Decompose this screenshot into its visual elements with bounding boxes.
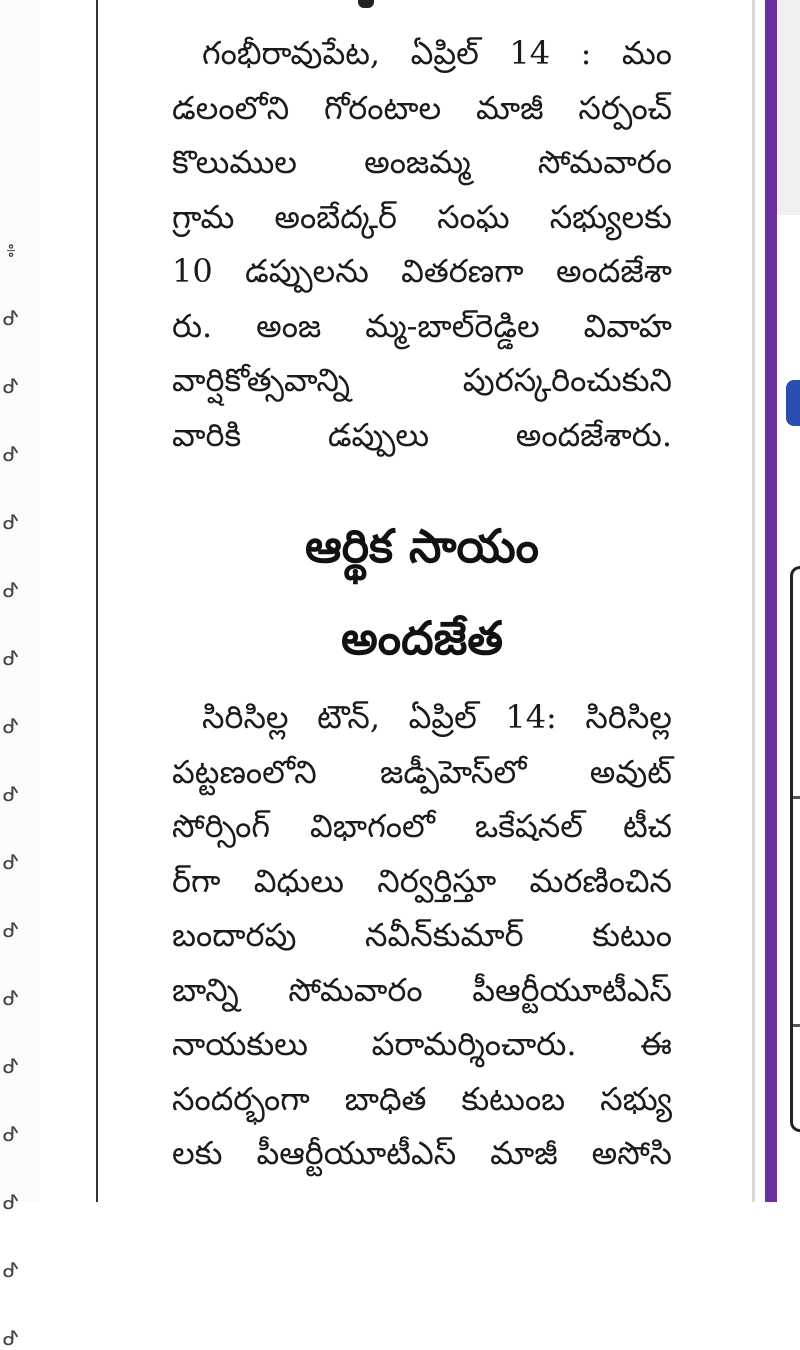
text-line: 10 డప్పులను వితరణగా అందజేశా xyxy=(172,252,672,290)
right-divider xyxy=(752,0,755,1202)
text-line: కొలుముల అంజమ్మ సోమవారం xyxy=(172,143,672,181)
headline-line-2: అందజేత xyxy=(340,611,503,665)
panel-divider xyxy=(793,1024,800,1027)
text-line: బందారపు నవీన్‌కుమార్ కుటుం xyxy=(172,916,672,954)
article-1-body xyxy=(172,26,672,462)
text-line: సోర్సింగ్ విభాగంలో ఒకేషనల్ టీచ xyxy=(172,807,672,845)
text-line: వార్షికోత్సవాన్ని పురస్కరించుకుని xyxy=(172,361,672,399)
text-line: ర్‌గా విధులు నిర్వర్తిస్తూ మరణించిన xyxy=(172,861,672,900)
text-line: రు. అంజ మ్మ-బాల్‌రెడ్డిల వివాహ xyxy=(172,306,672,345)
cropped-glyph xyxy=(358,0,374,8)
column-divider xyxy=(96,0,98,1202)
text-line: డలంలోని గోరంటాల మాజీ సర్పంచ్ xyxy=(172,88,672,127)
purple-accent-bar xyxy=(765,0,777,1202)
article-2-body xyxy=(172,690,672,1181)
panel-divider xyxy=(793,796,800,799)
text-line: సందర్భంగా బాధిత కుటుంబ సభ్యు xyxy=(172,1079,672,1118)
text-line: బాన్ని సోమవారం పీఆర్టీయూటీఎస్ xyxy=(172,970,672,1009)
blue-accent-shape xyxy=(786,380,800,426)
left-column-edge xyxy=(0,0,40,1350)
text-line: గంభీరావుపేట, ఏప్రిల్ 14 : మం xyxy=(202,34,672,72)
text-line: సిరిసిల్ల టౌన్, ఏప్రిల్ 14: సిరిసిల్ల xyxy=(202,698,672,736)
article-2-headline xyxy=(172,500,672,684)
text-line: వారికి డప్పులు అందజేశారు. xyxy=(172,415,672,454)
grey-panel xyxy=(777,0,800,215)
boxed-panel xyxy=(790,566,800,1132)
headline-line-1: ఆర్థిక సాయం xyxy=(305,519,539,573)
text-line: నాయకులు పరామర్శించారు. ఈ xyxy=(172,1025,672,1063)
text-line: గ్రామ అంబేద్కర్ సంఘ సభ్యులకు xyxy=(172,197,672,236)
text-line: పట్టణంలోని జడ్పీహెస్‌లో అవుట్ xyxy=(172,752,672,791)
cropped-text-fragments: ៖ ᕷ ᕷ ᕷ ᕷ ᕷ ᕷ ᕷ ᕷ ᕷ ᕷ ᕷ ᕷ ᕷ ᕷ ᕷ ᕷ xyxy=(2,238,20,1350)
text-line: లకు పీఆర్టీయూటీఎస్ మాజీ అసోసి xyxy=(172,1134,672,1172)
